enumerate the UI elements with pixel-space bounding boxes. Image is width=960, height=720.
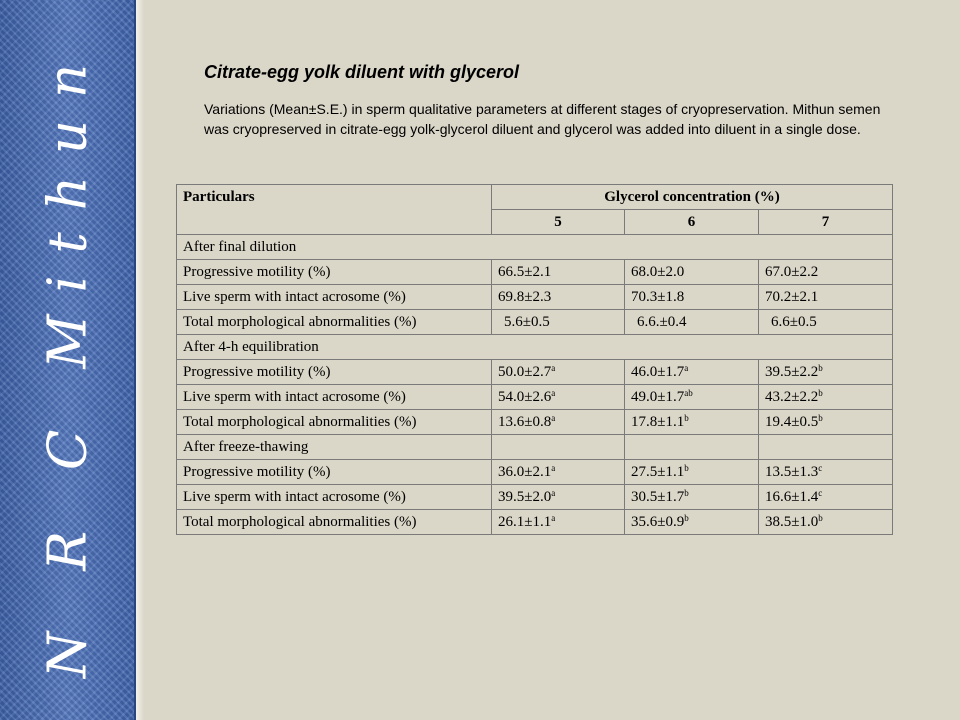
section-label: After 4-h equilibration	[177, 335, 893, 360]
value-text: 13.5±1.3	[765, 464, 819, 480]
value-text: 39.5±2.2	[765, 364, 819, 380]
table-row	[177, 310, 893, 335]
value-text: 68.0±2.0	[631, 264, 685, 280]
value-cell	[625, 510, 759, 535]
value-text: 38.5±1.0	[765, 514, 819, 530]
significance-letter: b	[684, 413, 689, 423]
significance-letter: a	[551, 413, 556, 423]
value-cell	[492, 285, 625, 310]
empty-cell	[492, 435, 625, 460]
value-cell	[625, 285, 759, 310]
table-row	[177, 410, 893, 435]
value-cell	[759, 510, 893, 535]
parameter-label: Progressive motility (%)	[177, 260, 492, 285]
value-cell	[492, 310, 625, 335]
value-cell	[492, 260, 625, 285]
value-text: 50.0±2.7	[498, 364, 552, 380]
significance-letter: b	[684, 513, 689, 523]
significance-letter: c	[818, 463, 823, 473]
header-particulars: Particulars	[177, 185, 492, 235]
parameter-label: Live sperm with intact acrosome (%)	[177, 485, 492, 510]
table-row	[177, 385, 893, 410]
table-row	[177, 360, 893, 385]
table-row	[177, 285, 893, 310]
value-text: 70.2±2.1	[765, 289, 819, 305]
value-cell	[625, 410, 759, 435]
header-row-1	[177, 185, 893, 210]
header-conc-6: 6	[625, 210, 759, 235]
empty-cell	[759, 435, 893, 460]
table-body	[177, 235, 893, 535]
significance-letter: a	[551, 363, 556, 373]
section-label: After freeze-thawing	[177, 435, 492, 460]
value-cell	[492, 410, 625, 435]
parameter-label: Total morphological abnormalities (%)	[177, 510, 492, 535]
parameter-label: Live sperm with intact acrosome (%)	[177, 285, 492, 310]
parameter-label: Progressive motility (%)	[177, 460, 492, 485]
value-text: 69.8±2.3	[498, 289, 552, 305]
value-cell	[625, 310, 759, 335]
value-text: 6.6.±0.4	[637, 314, 687, 330]
table-row	[177, 260, 893, 285]
significance-letter: b	[818, 513, 823, 523]
value-text: 6.6±0.5	[771, 314, 817, 330]
value-cell	[759, 310, 893, 335]
sidebar-edge	[136, 0, 144, 720]
value-cell	[625, 460, 759, 485]
value-text: 5.6±0.5	[504, 314, 550, 330]
value-cell	[759, 360, 893, 385]
results-table	[176, 184, 893, 535]
table-row	[177, 510, 893, 535]
value-text: 17.8±1.1	[631, 414, 685, 430]
value-text: 16.6±1.4	[765, 489, 819, 505]
value-text: 27.5±1.1	[631, 464, 685, 480]
value-text: 30.5±1.7	[631, 489, 685, 505]
significance-letter: b	[684, 463, 689, 473]
value-cell	[759, 260, 893, 285]
value-cell	[492, 360, 625, 385]
section-row	[177, 335, 893, 360]
value-text: 49.0±1.7	[631, 389, 685, 405]
value-cell	[625, 260, 759, 285]
value-text: 70.3±1.8	[631, 289, 685, 305]
value-cell	[492, 460, 625, 485]
section-row	[177, 435, 893, 460]
value-text: 26.1±1.1	[498, 514, 552, 530]
value-cell	[492, 385, 625, 410]
parameter-label: Progressive motility (%)	[177, 360, 492, 385]
parameter-label: Total morphological abnormalities (%)	[177, 410, 492, 435]
header-conc-7: 7	[759, 210, 893, 235]
value-cell	[625, 485, 759, 510]
significance-letter: b	[818, 388, 823, 398]
value-text: 46.0±1.7	[631, 364, 685, 380]
table-row	[177, 460, 893, 485]
value-cell	[759, 485, 893, 510]
header-conc-5: 5	[492, 210, 625, 235]
value-cell	[625, 360, 759, 385]
table-row	[177, 485, 893, 510]
significance-letter: a	[551, 463, 556, 473]
section-label: After final dilution	[177, 235, 893, 260]
value-text: 43.2±2.2	[765, 389, 819, 405]
value-text: 36.0±2.1	[498, 464, 552, 480]
value-text: 35.6±0.9	[631, 514, 685, 530]
value-cell	[759, 385, 893, 410]
significance-letter: a	[551, 513, 556, 523]
significance-letter: a	[551, 388, 556, 398]
value-cell	[625, 385, 759, 410]
value-cell	[492, 510, 625, 535]
value-cell	[492, 485, 625, 510]
section-row	[177, 235, 893, 260]
significance-letter: a	[551, 488, 556, 498]
value-text: 66.5±2.1	[498, 264, 552, 280]
significance-letter: ab	[684, 388, 693, 398]
value-cell	[759, 410, 893, 435]
significance-letter: c	[818, 488, 823, 498]
empty-cell	[625, 435, 759, 460]
significance-letter: b	[818, 363, 823, 373]
table-caption: Variations (Mean±S.E.) in sperm qualitative parameters at different stages of cryopreservation. Mithun semen was cryopreserved in citrate-egg yolk-glycerol diluent and glycerol was added into diluent in a single dose.	[204, 101, 881, 137]
value-text: 19.4±0.5	[765, 414, 819, 430]
value-cell	[759, 285, 893, 310]
slide-title: Citrate-egg yolk diluent with glycerol	[204, 62, 520, 82]
brand-text: N R C Mithun	[37, 41, 99, 679]
value-text: 13.6±0.8	[498, 414, 552, 430]
significance-letter: b	[818, 413, 823, 423]
value-text: 67.0±2.2	[765, 264, 819, 280]
sidebar-panel	[0, 0, 136, 720]
parameter-label: Live sperm with intact acrosome (%)	[177, 385, 492, 410]
significance-letter: b	[684, 488, 689, 498]
parameter-label: Total morphological abnormalities (%)	[177, 310, 492, 335]
value-cell	[759, 460, 893, 485]
significance-letter: a	[684, 363, 689, 373]
value-text: 54.0±2.6	[498, 389, 552, 405]
value-text: 39.5±2.0	[498, 489, 552, 505]
header-glycerol-concentration: Glycerol concentration (%)	[492, 185, 893, 210]
